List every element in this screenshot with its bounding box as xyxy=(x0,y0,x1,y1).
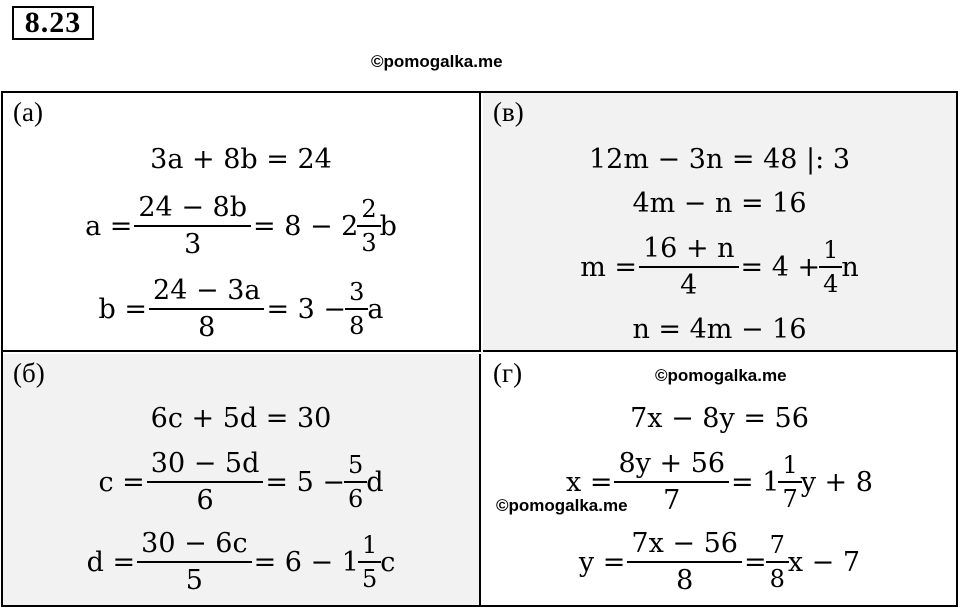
part-g-cell xyxy=(483,354,956,605)
part-a-cell xyxy=(3,93,481,352)
part-g-eq3: y = $\frac{7x - 56}{8}$ = $\frac{7}{8}$ x − 7 xyxy=(578,528,861,596)
part-b-cell xyxy=(3,354,481,605)
solution-grid xyxy=(1,91,958,607)
fraction: $\frac{7x - 56}{8}$ xyxy=(629,528,740,596)
fraction: $\frac{30 - 5d}{6}$ xyxy=(149,448,262,516)
fraction: $\frac{1}{5}$ xyxy=(360,531,379,593)
fraction: $\frac{24 - 3a}{8}$ xyxy=(151,275,262,343)
fraction: $\frac{16 + n}{4}$ xyxy=(641,233,737,301)
part-a-eq2: a = $\frac{24 - 8b}{3}$ = 8 − 2 $\frac{2}{3}$ b xyxy=(85,192,397,260)
part-v-eq4: n = 4m − 16 xyxy=(632,313,807,345)
fraction: $\frac{1}{4}$ xyxy=(821,236,840,298)
fraction: $\frac{3}{8}$ xyxy=(347,278,366,340)
watermark-top: ©pomogalka.me xyxy=(371,52,503,71)
part-v-label: (в) xyxy=(493,97,524,127)
part-a-eq1: 3a + 8b = 24 xyxy=(150,143,332,175)
part-g-eq2: x = $\frac{8y + 56}{7}$ = 1 $\frac{1}{7}$ y + 8 xyxy=(566,448,873,516)
part-v-eq2: 4m − n = 16 xyxy=(632,187,807,219)
part-g-eq1: 7x − 8y = 56 xyxy=(630,402,809,434)
part-b-eq2: c = $\frac{30 - 5d}{6}$ = 5 − $\frac{5}{6}$ d xyxy=(98,448,384,516)
problem-number: 8.23 xyxy=(12,6,94,40)
fraction: $\frac{8y + 56}{7}$ xyxy=(616,448,727,516)
fraction: $\frac{1}{7}$ xyxy=(780,451,799,513)
part-b-label: (б) xyxy=(13,358,45,388)
part-a-eq3: b = $\frac{24 - 3a}{8}$ = 3 − $\frac{3}{8}$ a xyxy=(98,275,384,343)
watermark-overlay: ©pomogalka.me xyxy=(496,496,628,515)
part-b-eq1: 6c + 5d = 30 xyxy=(150,402,332,434)
part-b-eq3: d = $\frac{30 - 6c}{5}$ = 6 − 1 $\frac{1}{5}$ c xyxy=(86,528,396,596)
part-a-label: (а) xyxy=(13,97,43,127)
part-v-eq1: 12m − 3n = 48 |: 3 xyxy=(589,143,850,175)
fraction: $\frac{2}{3}$ xyxy=(359,195,378,257)
watermark-cell: ©pomogalka.me xyxy=(655,366,787,385)
part-v-eq3: m = $\frac{16 + n}{4}$ = 4 + $\frac{1}{4}$ n xyxy=(580,233,859,301)
fraction: $\frac{24 - 8b}{3}$ xyxy=(136,192,249,260)
fraction: $\frac{5}{6}$ xyxy=(346,451,365,513)
part-g-label: (г) xyxy=(493,358,523,388)
fraction: $\frac{30 - 6c}{5}$ xyxy=(139,528,249,596)
fraction: $\frac{7}{8}$ xyxy=(768,531,787,593)
part-v-cell xyxy=(483,93,956,352)
